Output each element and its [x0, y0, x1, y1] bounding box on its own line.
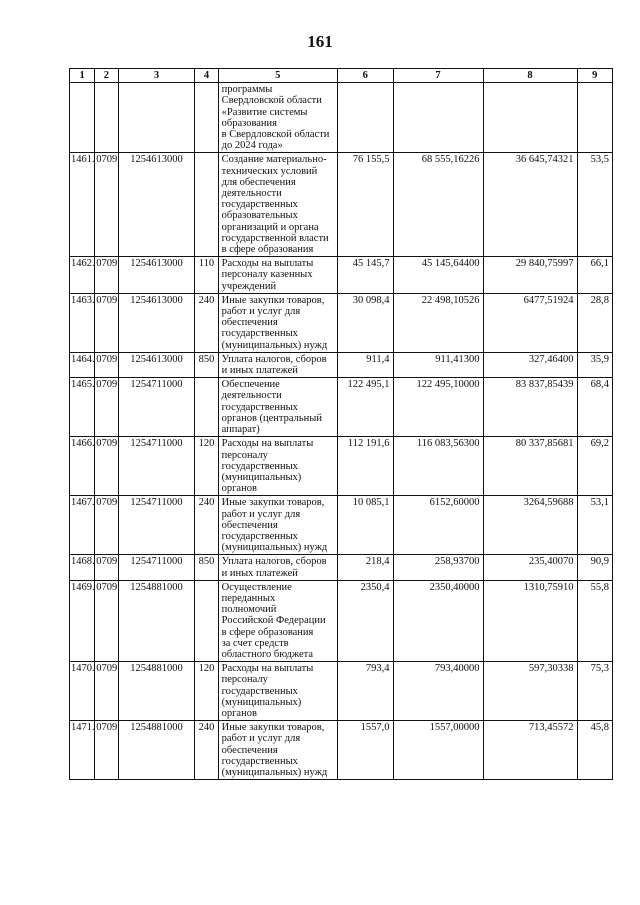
target-item-code-cell: 1254613000 — [118, 153, 195, 257]
expense-type-code-cell: 850 — [195, 352, 218, 377]
value-col-6-cell: 30 098,4 — [337, 293, 393, 352]
target-item-code-cell: 1254613000 — [118, 293, 195, 352]
percent-col-9-cell: 69,2 — [577, 437, 612, 496]
value-col-8-cell: 3264,59688 — [483, 496, 577, 555]
table-row — [70, 662, 613, 721]
target-item-code-cell: 1254711000 — [118, 555, 195, 580]
col-header-2: 2 — [95, 69, 118, 83]
item-name-cell: Создание материально- технических условий для обеспечения деятельности государственных образовательных организаций и органа государственной власти в сфере образования — [218, 153, 337, 257]
value-col-7-cell: 22 498,10526 — [393, 293, 483, 352]
table-row — [70, 257, 613, 294]
value-col-6-cell: 218,4 — [337, 555, 393, 580]
target-item-code-cell — [118, 83, 195, 153]
expense-type-code-cell: 120 — [195, 437, 218, 496]
col-header-5: 5 — [218, 69, 337, 83]
value-col-6-cell: 10 085,1 — [337, 496, 393, 555]
value-col-8-cell: 1310,75910 — [483, 580, 577, 661]
expense-type-code-cell — [195, 378, 218, 437]
row-number-cell: 1468. — [70, 555, 95, 580]
value-col-7-cell: 1557,00000 — [393, 721, 483, 780]
item-name-cell: программы Свердловской области «Развитие системы образования в Свердловской области до 2024 года» — [218, 83, 337, 153]
value-col-8-cell: 327,46400 — [483, 352, 577, 377]
value-col-7-cell: 45 145,64400 — [393, 257, 483, 294]
section-code-cell — [95, 83, 118, 153]
table-row — [70, 293, 613, 352]
item-name-cell: Иные закупки товаров, работ и услуг для обеспечения государственных (муниципальных) нужд — [218, 721, 337, 780]
percent-col-9-cell: 75,3 — [577, 662, 612, 721]
item-name-cell: Расходы на выплаты персоналу казенных учреждений — [218, 257, 337, 294]
row-number-cell: 1465. — [70, 378, 95, 437]
item-name-cell: Иные закупки товаров, работ и услуг для обеспечения государственных (муниципальных) нужд — [218, 496, 337, 555]
section-code-cell: 0709 — [95, 257, 118, 294]
value-col-8-cell: 29 840,75997 — [483, 257, 577, 294]
col-header-3: 3 — [118, 69, 195, 83]
table-row — [70, 555, 613, 580]
percent-col-9-cell: 28,8 — [577, 293, 612, 352]
expense-type-code-cell — [195, 153, 218, 257]
value-col-8-cell: 597,30338 — [483, 662, 577, 721]
row-number-cell: 1466. — [70, 437, 95, 496]
item-name-cell: Осуществление переданных полномочий Российской Федерации в сфере образования за счет средств областного бюджета — [218, 580, 337, 661]
value-col-7-cell: 68 555,16226 — [393, 153, 483, 257]
section-code-cell: 0709 — [95, 153, 118, 257]
value-col-7-cell: 258,93700 — [393, 555, 483, 580]
percent-col-9-cell: 35,9 — [577, 352, 612, 377]
expense-type-code-cell: 850 — [195, 555, 218, 580]
section-code-cell: 0709 — [95, 721, 118, 780]
row-number-cell: 1461. — [70, 153, 95, 257]
target-item-code-cell: 1254711000 — [118, 378, 195, 437]
target-item-code-cell: 1254711000 — [118, 496, 195, 555]
table-row — [70, 580, 613, 661]
item-name-cell: Расходы на выплаты персоналу государственных (муниципальных) органов — [218, 437, 337, 496]
value-col-6-cell: 45 145,7 — [337, 257, 393, 294]
target-item-code-cell: 1254881000 — [118, 662, 195, 721]
row-number-cell: 1470. — [70, 662, 95, 721]
expense-type-code-cell: 240 — [195, 496, 218, 555]
expense-type-code-cell: 110 — [195, 257, 218, 294]
percent-col-9-cell: 45,8 — [577, 721, 612, 780]
header-row — [70, 69, 613, 83]
item-name-cell: Иные закупки товаров, работ и услуг для обеспечения государственных (муниципальных) нужд — [218, 293, 337, 352]
expense-type-code-cell: 240 — [195, 721, 218, 780]
table-row — [70, 352, 613, 377]
value-col-7-cell — [393, 83, 483, 153]
section-code-cell: 0709 — [95, 580, 118, 661]
target-item-code-cell: 1254711000 — [118, 437, 195, 496]
value-col-6-cell: 911,4 — [337, 352, 393, 377]
item-name-cell: Уплата налогов, сборов и иных платежей — [218, 352, 337, 377]
col-header-7: 7 — [393, 69, 483, 83]
value-col-6-cell: 122 495,1 — [337, 378, 393, 437]
value-col-8-cell: 80 337,85681 — [483, 437, 577, 496]
item-name-cell: Расходы на выплаты персоналу государственных (муниципальных) органов — [218, 662, 337, 721]
value-col-7-cell: 122 495,10000 — [393, 378, 483, 437]
expense-type-code-cell: 120 — [195, 662, 218, 721]
value-col-6-cell: 112 191,6 — [337, 437, 393, 496]
value-col-7-cell: 911,41300 — [393, 352, 483, 377]
col-header-8: 8 — [483, 69, 577, 83]
value-col-8-cell: 6477,51924 — [483, 293, 577, 352]
section-code-cell: 0709 — [95, 293, 118, 352]
value-col-7-cell: 6152,60000 — [393, 496, 483, 555]
section-code-cell: 0709 — [95, 662, 118, 721]
value-col-6-cell: 76 155,5 — [337, 153, 393, 257]
value-col-8-cell: 36 645,74321 — [483, 153, 577, 257]
row-number-cell — [70, 83, 95, 153]
percent-col-9-cell: 90,9 — [577, 555, 612, 580]
value-col-6-cell: 2350,4 — [337, 580, 393, 661]
row-number-cell: 1463. — [70, 293, 95, 352]
col-header-1: 1 — [70, 69, 95, 83]
value-col-8-cell: 235,40070 — [483, 555, 577, 580]
col-header-4: 4 — [195, 69, 218, 83]
row-number-cell: 1469. — [70, 580, 95, 661]
value-col-6-cell: 1557,0 — [337, 721, 393, 780]
value-col-8-cell: 83 837,85439 — [483, 378, 577, 437]
expense-type-code-cell — [195, 83, 218, 153]
table-body — [70, 83, 613, 780]
table-row — [70, 721, 613, 780]
value-col-8-cell — [483, 83, 577, 153]
percent-col-9-cell: 68,4 — [577, 378, 612, 437]
row-number-cell: 1464. — [70, 352, 95, 377]
table-row — [70, 153, 613, 257]
section-code-cell: 0709 — [95, 496, 118, 555]
value-col-8-cell: 713,45572 — [483, 721, 577, 780]
value-col-6-cell — [337, 83, 393, 153]
target-item-code-cell: 1254613000 — [118, 352, 195, 377]
expense-type-code-cell: 240 — [195, 293, 218, 352]
value-col-7-cell: 2350,40000 — [393, 580, 483, 661]
row-number-cell: 1467. — [70, 496, 95, 555]
percent-col-9-cell: 66,1 — [577, 257, 612, 294]
section-code-cell: 0709 — [95, 555, 118, 580]
percent-col-9-cell: 55,8 — [577, 580, 612, 661]
percent-col-9-cell — [577, 83, 612, 153]
value-col-6-cell: 793,4 — [337, 662, 393, 721]
row-number-cell: 1471. — [70, 721, 95, 780]
value-col-7-cell: 793,40000 — [393, 662, 483, 721]
section-code-cell: 0709 — [95, 437, 118, 496]
section-code-cell: 0709 — [95, 352, 118, 377]
expense-type-code-cell — [195, 580, 218, 661]
table-row — [70, 83, 613, 153]
target-item-code-cell: 1254881000 — [118, 580, 195, 661]
col-header-9: 9 — [577, 69, 612, 83]
section-code-cell: 0709 — [95, 378, 118, 437]
target-item-code-cell: 1254881000 — [118, 721, 195, 780]
row-number-cell: 1462. — [70, 257, 95, 294]
item-name-cell: Уплата налогов, сборов и иных платежей — [218, 555, 337, 580]
table-row — [70, 496, 613, 555]
table-row — [70, 437, 613, 496]
table-row — [70, 378, 613, 437]
target-item-code-cell: 1254613000 — [118, 257, 195, 294]
col-header-6: 6 — [337, 69, 393, 83]
percent-col-9-cell: 53,5 — [577, 153, 612, 257]
value-col-7-cell: 116 083,56300 — [393, 437, 483, 496]
percent-col-9-cell: 53,1 — [577, 496, 612, 555]
page-number: 161 — [307, 32, 333, 51]
item-name-cell: Обеспечение деятельности государственных органов (центральный аппарат) — [218, 378, 337, 437]
budget-table — [69, 68, 613, 780]
